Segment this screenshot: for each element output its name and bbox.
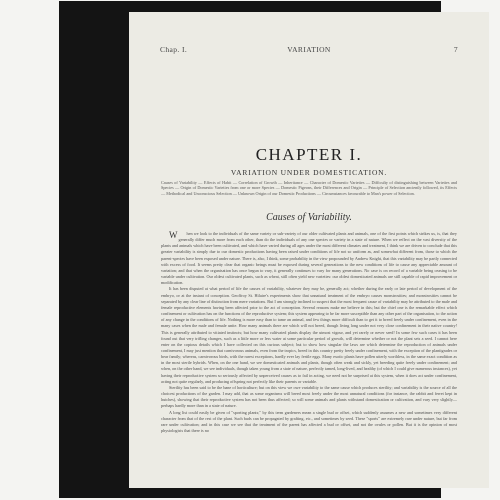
running-title: VARIATION — [287, 45, 331, 54]
paragraph: Sterility has been said to be the bane of horticulture; but on this view we owe variability to the same cause which produces sterility; and variability is the source of all the choicest productions of the garden. I may add, that as some organisms will breed most freely under the most unnatural conditions (for instance, the rabbit and ferret kept in hutches), showing that their reproductive system has not been thus affected; so will some animals and plants withstand domestication or cultivation, and vary very slightly—perhaps hardly more than in a state of nature. — [161, 384, 457, 409]
running-header — [160, 45, 458, 57]
chapter-label: Chap. I. — [160, 45, 188, 54]
paragraph: It has been disputed at what period of life the causes of variability, whatever they may be, generally act; whether during the early or late period of development of the embryo, or at the instant of conception. Geoffroy St. Hilaire's experiments show that unnatural treatment of the embryo causes monstrosities; and monstrosities cannot be separated by any clear line of distinction from mere variations. But I am strongly inclined to suspect that the most frequent cause of variability may be attributed to the male and female reproductive elements having been affected prior to the act of conception. Several reasons make me believe in this; but the chief one is the remarkable effect which confinement or cultivation has on the functions of the reproductive system; this system appearing to be far more susceptible than any other part of the organisation, to the action of any change in the conditions of life. Nothing is more easy than to tame an animal, and few things more difficult than to get it to breed freely under confinement, even in the many cases when the male and female unite. How many animals there are which will not breed, though living long under not very close confinement in their native country! This is generally attributed to vitiated instincts; but how many cultivated plants display the utmost vigour, and yet rarely or never seed! In some few such cases it has been found out that very trifling changes, such as a little more or less water at some particular period of growth, will determine whether or not the plant sets a seed. I cannot here enter on the copious details which I have collected on this curious subject; but to show how singular the laws are which determine the reproduction of animals under confinement, I may just mention that carnivorous animals, even from the tropics, breed in this country pretty freely under confinement, with the exception of the plantigrades or bear family; whereas, carnivorous birds, with the rarest exceptions, hardly ever lay fertile eggs. Many exotic plants have pollen utterly worthless, in the same exact condition as in the most sterile hybrids. When, on the one hand, we see domesticated animals and plants, though often weak and sickly, yet breeding quite freely under confinement; and when, on the other hand, we see individuals, though taken young from a state of nature, perfectly tamed, long-lived, and healthy (of which I could give numerous instances), yet having their reproductive system so seriously affected by unperceived causes as to fail in acting, we need not be surprised at this system, when it does act under confinement, acting not quite regularly, and producing offspring not perfectly like their parents or variable. — [161, 286, 457, 384]
book-page — [129, 12, 489, 488]
chapter-subtitle: VARIATION UNDER DOMESTICATION. — [230, 168, 388, 177]
section-title: Causes of Variability. — [266, 212, 352, 223]
picture-frame — [59, 1, 458, 498]
drop-cap: W — [169, 231, 178, 240]
paragraph-text: hen we look to the individuals of the same variety or sub-variety of our older cultivated plants and animals, one of the first points which strikes us, is, that they generally differ much more from each other, than do the individuals of any one species or variety in a state of nature. When we reflect on the vast diversity of the plants and animals which have been cultivated, and which have varied during all ages under the most different climates and treatment, I think we are driven to conclude that this greater variability is simply due to our domestic productions having been raised under conditions of life not so uniform as, and somewhat different from, those to which the parent-species have been exposed under nature. There is, also, I think, some probability in the view propounded by Andrew Knight, that this variability may be partly connected with excess of food. It seems pretty clear that organic beings must be exposed during several generations to the new conditions of life to cause any appreciable amount of variation; and that when the organisation has once begun to vary, it generally continues to vary for many generations. No case is on record of a variable being ceasing to be variable under cultivation. Our oldest cultivated plants, such as wheat, still often yield new varieties: our oldest domesticated animals are still capable of rapid improvement or modification. — [161, 231, 457, 286]
paragraph: A long list could easily be given of "sporting plants;" by this term gardeners mean a single bud or offset, which suddenly assumes a new and sometimes very different character from that of the rest of the plant. Such buds can be propagated by grafting, etc., and sometimes by seed. These "sports" are extremely rare under nature, but far from rare under cultivation; and in this case we see that the treatment of the parent has affected a bud or offset, and not the ovules or pollen. But it is the opinion of most physiologists that there is no — [161, 409, 457, 433]
page-number: 7 — [453, 45, 458, 54]
chapter-summary: Causes of Variability — Effects of Habit — Correlation of Growth — Inheritance — Character of Domestic Varieties — Difficulty of distinguishing between Varieties and Species — Origin of Domestic Varieties from one or more Species — Domestic Pigeons, their Differences and Origin — Principle of Selection anciently followed, its Effects — Methodical and Unconscious Selection — Unknown Origin of our Domestic Productions — Circumstances favourable to Man's power of Selection. — [161, 180, 457, 196]
paragraph — [161, 231, 457, 286]
chapter-title: CHAPTER I. — [255, 145, 363, 164]
body-text — [161, 231, 457, 486]
